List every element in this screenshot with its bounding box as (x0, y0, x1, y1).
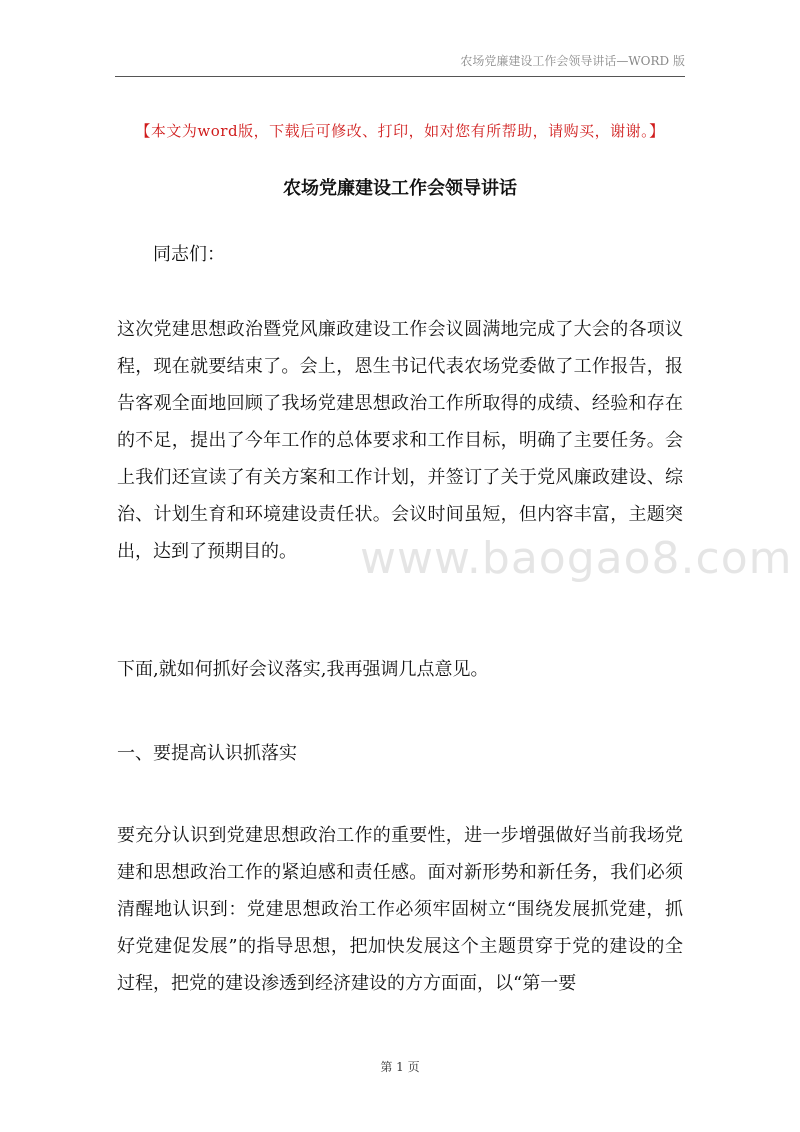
salutation: 同志们： (153, 244, 225, 265)
document-title: 农场党廉建设工作会领导讲话 (283, 178, 517, 199)
page-number: 第 1 页 (380, 1060, 420, 1074)
download-notice: 【本文为word版，下载后可修改、打印，如对您有所帮助，请购买，谢谢。】 (135, 122, 665, 140)
paragraph-3: 要充分认识到党建思想政治工作的重要性，进一步增强做好当前我场党建和思想政治工作的紧迫感和责任感。面对新形势和新任务，我们必须清醒地认识到：党建思想政治工作必须牢固树立“围绕发展抓党建，抓好党建促发展”的指导思想，把加快发展这个主题贯穿于党的建设的全过程，把党的建设渗透到经济建设的方方面面，以“第一要 (117, 825, 683, 994)
paragraph-2: 下面,就如何抓好会议落实,我再强调几点意见。 (117, 659, 489, 680)
watermark: www.baogao8.com (360, 533, 793, 584)
page-header (115, 52, 685, 77)
paragraph-1: 这次党建思想政治暨党风廉政建设工作会议圆满地完成了大会的各项议程，现在就要结束了。会上，恩生书记代表农场党委做了工作报告，报告客观全面地回顾了我场党建思想政治工作所取得的成绩、经验和存在的不足，提出了今年工作的总体要求和工作目标，明确了主要任务。会上我们还宣读了有关方案和工作计划，并签订了关于党风廉政建设、综治、计划生育和环境建设责任状。会议时间虽短，但内容丰富，主题突出，达到了预期目的。 (117, 319, 683, 562)
running-title: 农场党廉建设工作会领导讲话—WORD 版 (460, 54, 685, 68)
section-heading-1: 一、要提高认识抓落实 (117, 743, 297, 764)
